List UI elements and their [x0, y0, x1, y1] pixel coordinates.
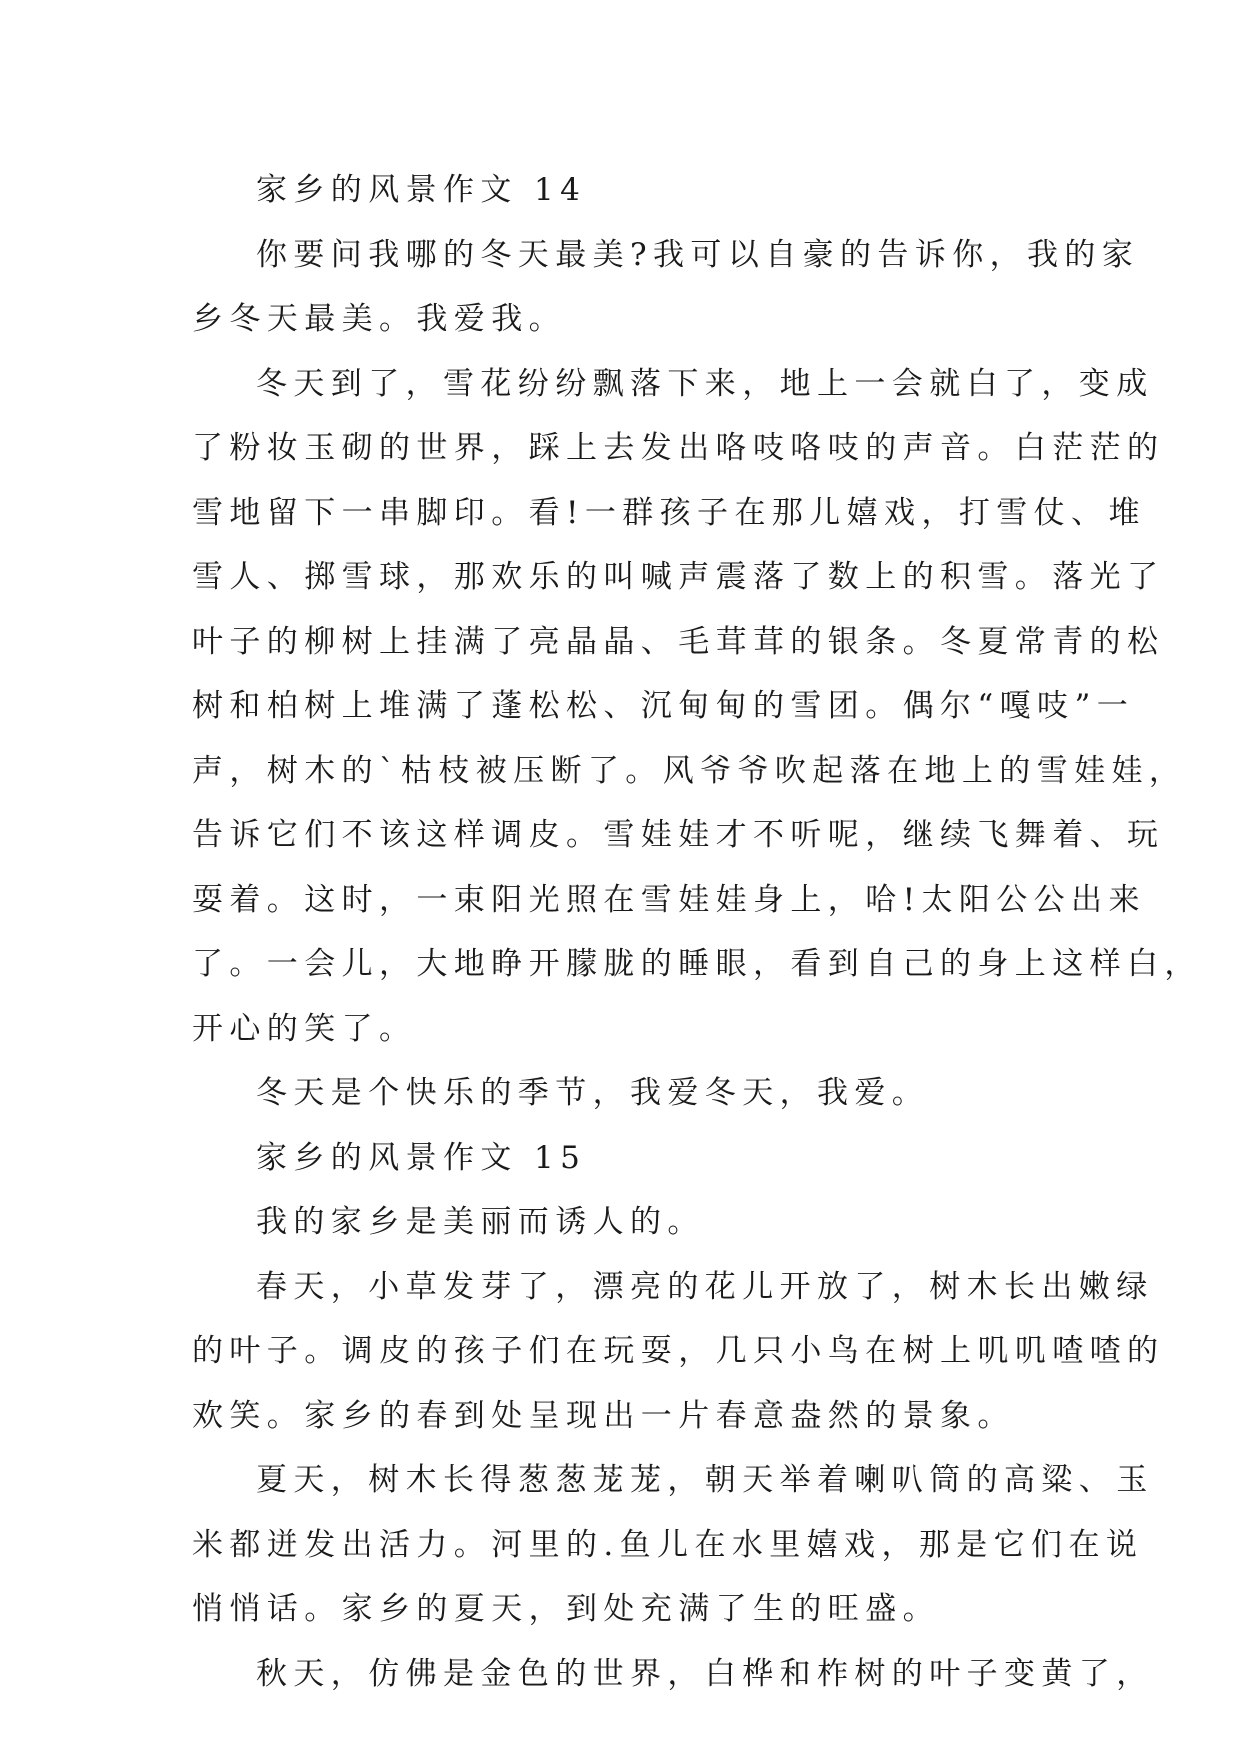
text-line: 悄悄话。家乡的夏天，到处充满了生的旺盛。 [192, 1591, 940, 1627]
text-line: 我的家乡是美丽而诱人的。 [256, 1204, 705, 1240]
text-line: 乡冬天最美。我爱我。 [192, 301, 566, 337]
text-line: 叶子的柳树上挂满了亮晶晶、毛茸茸的银条。冬夏常青的松 [192, 623, 1165, 660]
text-line: 了。一会儿，大地睁开朦胧的睡眼，看到自己的身上这样白， [192, 946, 1202, 982]
text-line: 夏天，树木长得葱葱茏茏，朝天举着喇叭筒的高粱、玉 [256, 1462, 1154, 1498]
text-line: 雪地留下一串脚印。看!一群孩子在那儿嬉戏，打雪仗、堆 [192, 494, 1146, 531]
text-line: 耍着。这时，一束阳光照在雪娃娃身上，哈!太阳公公出来 [192, 881, 1146, 918]
text-line: 的叶子。调皮的孩子们在玩耍，几只小鸟在树上叽叽喳喳的 [192, 1333, 1165, 1369]
text-line: 雪人、掷雪球，那欢乐的叫喊声震落了数上的积雪。落光了 [192, 559, 1165, 595]
text-line: 冬天到了，雪花纷纷飘落下来，地上一会就白了，变成 [256, 365, 1154, 402]
text-line: 开心的笑了。 [192, 1010, 417, 1047]
text-line: 你要问我哪的冬天最美?我可以自豪的告诉你，我的家 [256, 236, 1140, 273]
text-line: 米都迸发出活力。河里的.鱼儿在水里嬉戏，那是它们在说 [192, 1526, 1144, 1563]
text-line: 秋天，仿佛是金色的世界，白桦和柞树的叶子变黄了， [256, 1655, 1154, 1692]
text-line: 告诉它们不该这样调皮。雪娃娃才不听呢，继续飞舞着、玩 [192, 817, 1165, 853]
essay-body [192, 158, 1202, 1706]
text-line: 春天，小草发芽了，漂亮的花儿开放了，树木长出嫩绿 [256, 1268, 1154, 1305]
text-line: 欢笑。家乡的春到处呈现出一片春意盎然的景象。 [192, 1397, 1015, 1434]
text-line: 冬天是个快乐的季节，我爱冬天，我爱。 [256, 1075, 930, 1111]
text-line: 树和柏树上堆满了蓬松松、沉甸甸的雪团。偶尔“嘎吱”一 [192, 688, 1135, 724]
essay-title-15: 家乡的风景作文 15 [256, 1139, 587, 1176]
text-line: 了粉妆玉砌的世界，踩上去发出咯吱咯吱的声音。白茫茫的 [192, 430, 1165, 466]
essay-title-14: 家乡的风景作文 14 [256, 172, 587, 208]
text-line: 声，树木的`枯枝被压断了。风爷爷吹起落在地上的雪娃娃， [192, 752, 1187, 789]
